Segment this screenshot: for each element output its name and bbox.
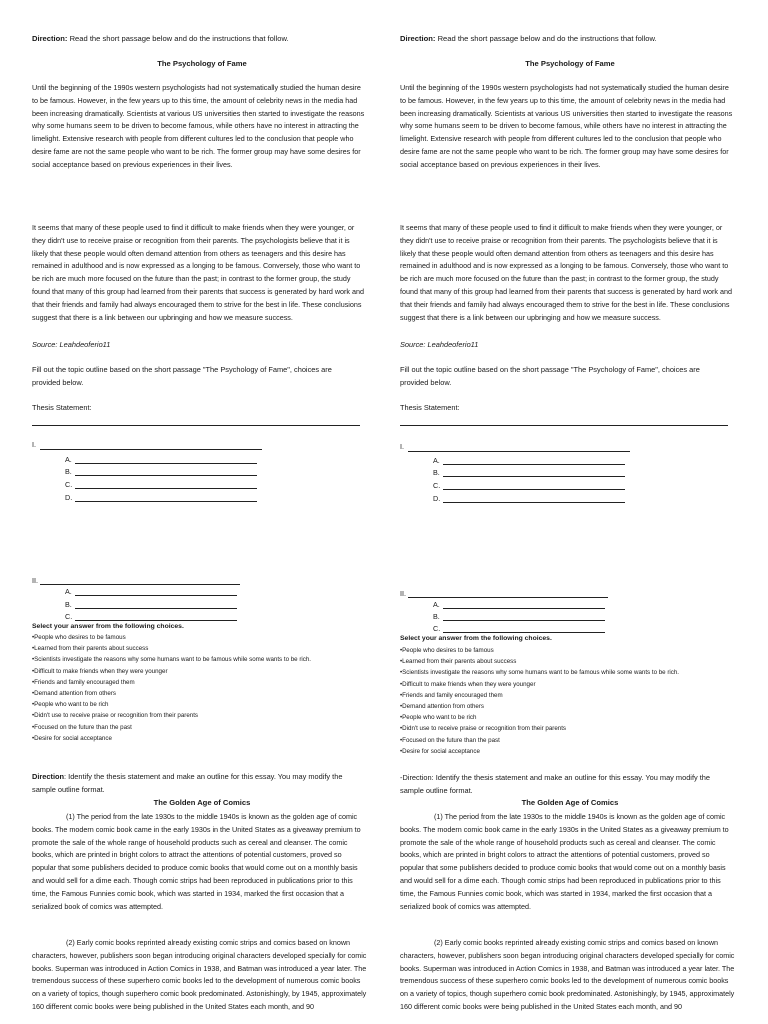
- passage-title: The Psychology of Fame: [157, 59, 247, 68]
- direction-label: Direction:: [400, 34, 436, 43]
- answer-line-1c[interactable]: [75, 488, 257, 489]
- essay-paragraph-1-text: (1) The period from the late 1930s to the middle 1940s is known as the golden age of comic books. The modern comic book came in the early 1930s in the United States as a giveaway premium to promote the sale of the whole range of household products such as cereal and cleanser. The comic books, which are printed in bright colors to attract the attentions of potential customers, proved so popular that some publishers decided to produce comic books that would come out on a monthly basis and would sell for a dime each. Though comic strips had been reproduced in publications prior to this time, the Famous Funnies comic book, which was started in 1934, marked the first occasion that a serialized book of comics was attempted.: [400, 812, 729, 911]
- choice-item: • Difficult to make friends when they were younger: [400, 679, 730, 690]
- choice-item: • Focused on the future than the past: [32, 722, 362, 733]
- direction-2-text: : Identify the thesis statement and make an outline for this essay. You may modify the sample outline format.: [32, 772, 343, 794]
- choice-item: • Demand attention from others: [400, 701, 730, 712]
- choice-item: • Friends and family encouraged them: [32, 677, 362, 688]
- direction-2: [32, 771, 352, 796]
- direction-2-text: : Identify the thesis statement and make an outline for this essay. You may modify the sample outline format.: [400, 773, 711, 795]
- outline-1-a: A.: [433, 456, 440, 465]
- outline-roman-2: II.: [32, 576, 38, 585]
- outline-2-a: A.: [433, 600, 440, 609]
- passage-title: The Psychology of Fame: [525, 59, 615, 68]
- answer-line-1d[interactable]: [75, 501, 257, 502]
- worksheet-left: [32, 0, 372, 1024]
- outline-2-a: A.: [65, 587, 72, 596]
- thesis-answer-line[interactable]: [32, 425, 360, 426]
- direction-2-label: -Direction: [400, 773, 432, 782]
- essay-paragraph-2-text: (2) Early comic books reprinted already existing comic strips and comics based on known characters, however, publishers soon began introducing original characters developed specially for comic books. Superman was introduced in Action Comics in 1938, and Batman was introduced a year later. The tremendous success of these superhero comic books led to the development of numerous comic books on a variety of topics, though superhero comic book predominated. Astonishingly, by 1945, approximately 160 different comic books were being published in the United States each month, and 90: [400, 938, 735, 1011]
- outline-roman-1: I.: [400, 442, 404, 451]
- outline-1-a: A.: [65, 455, 72, 464]
- outline-2-b: B.: [433, 612, 440, 621]
- choice-item: • People who desires to be famous: [32, 632, 362, 643]
- roman-2-answer-line[interactable]: [40, 584, 240, 585]
- worksheet-right: [400, 0, 740, 1024]
- essay-paragraph-1-text: (1) The period from the late 1930s to the middle 1940s is known as the golden age of comic books. The modern comic book came in the early 1930s in the United States as a giveaway premium to promote the sale of the whole range of household products such as cereal and cleanser. The comic books, which are printed in bright colors to attract the attentions of potential customers, proved so popular that some publishers decided to produce comic books that would come out on a monthly basis and would sell for a dime each. Though comic strips had been reproduced in publications prior to this time, the Famous Funnies comic book, which was started in 1934, marked the first occasion that a serialized book of comics was attempted.: [32, 812, 361, 911]
- answer-line-2b[interactable]: [75, 608, 237, 609]
- thesis-label: Thesis Statement:: [400, 403, 460, 412]
- passage-paragraph-2: It seems that many of these people used to find it difficult to make friends when they were younger, or they didn't use to receive praise or recognition from their parents. The psychologists believe that it is likely that these people would often demand attention from others as teenagers and this desire has remained in adulthood and is now expressed as a longing to be famous. Conversely, those who want to be rich are much more focused on the future than the past; in contrast to the former group, the study found that many of this group had learned from their parents that success is generated by hard work and that their friends and family had always encouraged them to strive for the best in life. These conclusions suggest that there is a link between our upbringing and how we measure success.: [32, 223, 365, 322]
- choice-item: • Desire for social acceptance: [400, 746, 730, 757]
- roman-1-answer-line[interactable]: [408, 451, 630, 452]
- choices-list: [32, 632, 362, 744]
- outline-1-b: B.: [65, 467, 72, 476]
- direction-text: Read the short passage below and do the instructions that follow.: [435, 34, 657, 43]
- outline-1-d: D.: [65, 493, 73, 502]
- outline-roman-1: I.: [32, 440, 36, 449]
- direction-line: [32, 34, 289, 44]
- choice-item: • Learned from their parents about success: [32, 643, 362, 654]
- essay-paragraph-2: [400, 937, 735, 1014]
- choice-item: • Scientists investigate the reasons why some humans want to be famous while some wants to be rich.: [400, 667, 730, 678]
- select-title: Select your answer from the following choices.: [32, 623, 184, 630]
- answer-line-1d[interactable]: [443, 502, 625, 503]
- choice-item: • Scientists investigate the reasons why some humans want to be famous while some wants to be rich.: [32, 654, 362, 665]
- direction-2: [400, 772, 720, 797]
- essay-paragraph-2: [32, 937, 367, 1014]
- direction-2-label: Direction: [32, 772, 65, 781]
- passage-paragraph-1: Until the beginning of the 1990s western psychologists had not systematically studied the human desire to be famous. However, in the few years up to this time, the amount of celebrity news in the media had been increasing dramatically. Scientists at various US universities then started to investigate the reasons why some humans seem to be driven to become famous, while others have no interest in attracting the limelight. Extensive research with people from different cultures led to the conclusion that people who desire fame are not the same people who want to be rich. The former group may have some desires for social acceptance based on previous experiences in their lives.: [32, 83, 365, 169]
- choice-item: • Difficult to make friends when they were younger: [32, 666, 362, 677]
- answer-line-1b[interactable]: [75, 475, 257, 476]
- roman-1-answer-line[interactable]: [40, 449, 262, 450]
- choice-item: • Didn't use to receive praise or recognition from their parents: [400, 723, 730, 734]
- answer-line-1a[interactable]: [75, 463, 257, 464]
- essay-title: The Golden Age of Comics: [521, 798, 619, 807]
- essay-paragraph-1: [32, 811, 367, 913]
- source-line: Source: Leahdeoferio11: [400, 340, 479, 349]
- passage-paragraph-2: It seems that many of these people used to find it difficult to make friends when they were younger, or they didn't use to receive praise or recognition from their parents. The psychologists believe that it is likely that these people would often demand attention from others as teenagers and this desire has remained in adulthood and is now expressed as a longing to be famous. Conversely, those who want to be rich are much more focused on the future than the past; in contrast to the former group, the study found that many of this group had learned from their parents that success is generated by hard work and that their friends and family had always encouraged them to strive for the best in life. These conclusions suggest that there is a link between our upbringing and how we measure success.: [400, 223, 733, 322]
- answer-line-2a[interactable]: [443, 608, 605, 609]
- direction-text: Read the short passage below and do the instructions that follow.: [67, 34, 289, 43]
- fill-instruction: Fill out the topic outline based on the short passage "The Psychology of Fame", choices are provided below.: [400, 365, 700, 387]
- choice-item: • Demand attention from others: [32, 688, 362, 699]
- choice-item: • Learned from their parents about success: [400, 656, 730, 667]
- select-title: Select your answer from the following choices.: [400, 635, 552, 642]
- outline-1-b: B.: [433, 468, 440, 477]
- thesis-label: Thesis Statement:: [32, 403, 92, 412]
- thesis-answer-line[interactable]: [400, 425, 728, 426]
- answer-line-2a[interactable]: [75, 595, 237, 596]
- essay-paragraph-1: [400, 811, 735, 913]
- answer-line-1b[interactable]: [443, 476, 625, 477]
- choice-item: • Friends and family encouraged them: [400, 690, 730, 701]
- outline-roman-2: II.: [400, 589, 406, 598]
- choice-item: • People who want to be rich: [400, 712, 730, 723]
- passage-paragraph-1: Until the beginning of the 1990s western psychologists had not systematically studied the human desire to be famous. However, in the few years up to this time, the amount of celebrity news in the media had been increasing dramatically. Scientists at various US universities then started to investigate the reasons why some humans seem to be driven to become famous, while others have no interest in attracting the limelight. Extensive research with people from different cultures led to the conclusion that people who desire fame are not the same people who want to be rich. The former group may have some desires for social acceptance based on previous experiences in their lives.: [400, 83, 733, 169]
- outline-2-b: B.: [65, 600, 72, 609]
- answer-line-1a[interactable]: [443, 464, 625, 465]
- choice-item: • Focused on the future than the past: [400, 735, 730, 746]
- outline-1-d: D.: [433, 494, 441, 503]
- answer-line-2b[interactable]: [443, 620, 605, 621]
- fill-instruction: Fill out the topic outline based on the short passage "The Psychology of Fame", choices are provided below.: [32, 365, 332, 387]
- choice-item: • Didn't use to receive praise or recognition from their parents: [32, 710, 362, 721]
- direction-line: [400, 34, 657, 44]
- roman-2-answer-line[interactable]: [408, 597, 608, 598]
- essay-title: The Golden Age of Comics: [153, 798, 251, 807]
- answer-line-2c[interactable]: [75, 620, 237, 621]
- answer-line-2c[interactable]: [443, 632, 605, 633]
- direction-label: Direction:: [32, 34, 68, 43]
- outline-2-c: C.: [433, 624, 441, 633]
- outline-2-c: C.: [65, 612, 73, 621]
- choice-item: • Desire for social acceptance: [32, 733, 362, 744]
- essay-paragraph-2-text: (2) Early comic books reprinted already existing comic strips and comics based on known characters, however, publishers soon began introducing original characters developed specially for comic books. Superman was introduced in Action Comics in 1938, and Batman was introduced a year later. The tremendous success of these superhero comic books led to the development of numerous comic books on a variety of topics, though superhero comic book predominated. Astonishingly, by 1945, approximately 160 different comic books were being published in the United States each month, and 90: [32, 938, 367, 1011]
- outline-1-c: C.: [65, 480, 73, 489]
- source-line: Source: Leahdeoferio11: [32, 340, 111, 349]
- choices-list: [400, 645, 730, 757]
- outline-1-c: C.: [433, 481, 441, 490]
- choice-item: • People who desires to be famous: [400, 645, 730, 656]
- answer-line-1c[interactable]: [443, 489, 625, 490]
- choice-item: • People who want to be rich: [32, 699, 362, 710]
